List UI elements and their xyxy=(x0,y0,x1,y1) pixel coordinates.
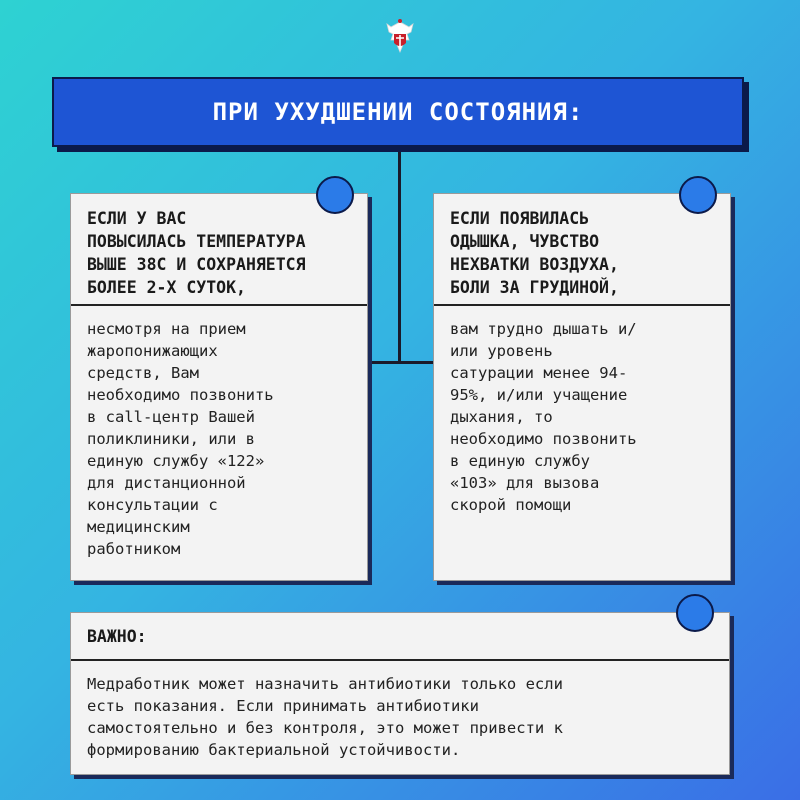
card-heading: ЕСЛИ ПОЯВИЛАСЬ ОДЫШКА, ЧУВСТВО НЕХВАТКИ ВОЗДУХА, БОЛИ ЗА ГРУДИНОЙ, xyxy=(434,194,730,306)
connector-horizontal xyxy=(366,361,436,364)
connector-vertical xyxy=(398,147,401,362)
info-card-fever xyxy=(70,193,368,581)
card-heading: ЕСЛИ У ВАС ПОВЫСИЛАСЬ ТЕМПЕРАТУРА ВЫШЕ 38С И СОХРАНЯЕТСЯ БОЛЕЕ 2-Х СУТОК, xyxy=(71,194,367,306)
info-card-breathing xyxy=(433,193,731,581)
title-banner xyxy=(52,77,744,147)
card-body: Медработник может назначить антибиотики только если есть показания. Если принимать антибиотики самостоятельно и без контроля, это может привести к формированию бактериальной устойчивости. xyxy=(87,675,563,759)
decorative-circle-icon xyxy=(679,176,717,214)
card-body: несмотря на прием жаропонижающих средств, Вам необходимо позвонить в call-центр Вашей поликлиники, или в единую службу «122» для дистанционной консультации с медицинским работником xyxy=(87,320,274,558)
decorative-circle-icon xyxy=(316,176,354,214)
card-body: вам трудно дышать и/ или уровень сатурации менее 94- 95%, и/или учащение дыхания, то необходимо позвонить в единую службу «103» для вызова скорой помощи xyxy=(450,320,637,514)
page-title: ПРИ УХУДШЕНИИ СОСТОЯНИЯ: xyxy=(212,98,584,126)
decorative-circle-icon xyxy=(676,594,714,632)
card-heading: ВАЖНО: xyxy=(71,613,729,661)
info-card-important xyxy=(70,612,730,775)
ministry-emblem-icon xyxy=(383,18,417,56)
